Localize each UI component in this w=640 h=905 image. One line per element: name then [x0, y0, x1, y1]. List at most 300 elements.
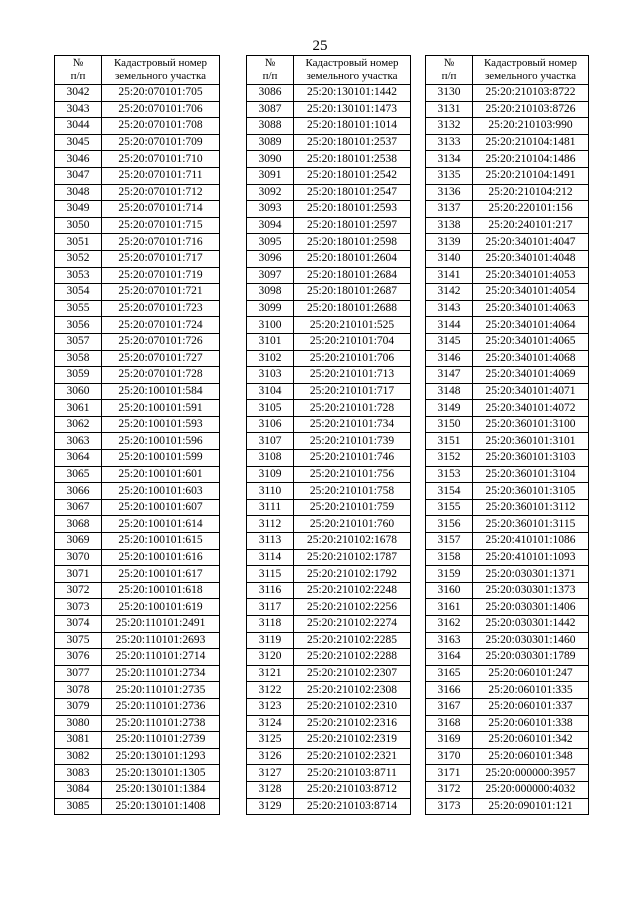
cadastral-number: 25:20:210104:1486 — [473, 151, 589, 168]
row-number: 3088 — [247, 118, 294, 135]
cadastral-number: 25:20:070101:711 — [102, 167, 220, 184]
table-row — [55, 101, 220, 118]
cadastral-number: 25:20:070101:717 — [102, 250, 220, 267]
table-row — [426, 616, 589, 633]
cadastral-number: 25:20:070101:715 — [102, 217, 220, 234]
header-row — [247, 56, 411, 85]
table-row — [55, 566, 220, 583]
header-row — [55, 56, 220, 85]
table-row — [55, 383, 220, 400]
row-number: 3080 — [55, 715, 102, 732]
header-number: № п/п — [247, 56, 294, 85]
cadastral-number: 25:20:100101:601 — [102, 466, 220, 483]
row-number: 3077 — [55, 665, 102, 682]
row-number: 3166 — [426, 682, 473, 699]
table-row — [247, 267, 411, 284]
cadastral-number: 25:20:210103:990 — [473, 118, 589, 135]
table-row — [247, 516, 411, 533]
table-row — [247, 201, 411, 218]
row-number: 3111 — [247, 499, 294, 516]
cadastral-number: 25:20:210103:8712 — [294, 781, 411, 798]
row-number: 3162 — [426, 616, 473, 633]
table-row — [426, 284, 589, 301]
table-row — [426, 433, 589, 450]
row-number: 3140 — [426, 250, 473, 267]
cadastral-number: 25:20:060101:337 — [473, 698, 589, 715]
cadastral-number: 25:20:210102:2308 — [294, 682, 411, 699]
row-number: 3143 — [426, 300, 473, 317]
table-row — [55, 516, 220, 533]
header-cadastral-number: Кадастровый номер земельного участка — [294, 56, 411, 85]
cadastral-number: 25:20:210101:525 — [294, 317, 411, 334]
table-row — [55, 781, 220, 798]
table-row — [247, 483, 411, 500]
table-row — [55, 582, 220, 599]
row-number: 3110 — [247, 483, 294, 500]
cadastral-number: 25:20:180101:1014 — [294, 118, 411, 135]
table-row — [247, 665, 411, 682]
cadastral-number: 25:20:360101:3100 — [473, 416, 589, 433]
table-row — [247, 367, 411, 384]
table-row — [426, 201, 589, 218]
cadastral-number: 25:20:100101:619 — [102, 599, 220, 616]
row-number: 3094 — [247, 217, 294, 234]
cadastral-number: 25:20:180101:2687 — [294, 284, 411, 301]
row-number: 3071 — [55, 566, 102, 583]
cadastral-number: 25:20:110101:2736 — [102, 698, 220, 715]
row-number: 3054 — [55, 284, 102, 301]
cadastral-number: 25:20:070101:710 — [102, 151, 220, 168]
table-row — [426, 632, 589, 649]
cadastral-number: 25:20:030301:1373 — [473, 582, 589, 599]
cadastral-number: 25:20:210101:717 — [294, 383, 411, 400]
row-number: 3122 — [247, 682, 294, 699]
header-number: № п/п — [426, 56, 473, 85]
cadastral-number: 25:20:070101:705 — [102, 85, 220, 102]
cadastral-number: 25:20:210102:2321 — [294, 748, 411, 765]
cadastral-number: 25:20:340101:4065 — [473, 333, 589, 350]
row-number: 3123 — [247, 698, 294, 715]
row-number: 3165 — [426, 665, 473, 682]
row-number: 3075 — [55, 632, 102, 649]
cadastral-number: 25:20:100101:607 — [102, 499, 220, 516]
cadastral-number: 25:20:180101:2688 — [294, 300, 411, 317]
row-number: 3168 — [426, 715, 473, 732]
table-row — [426, 400, 589, 417]
cadastral-number: 25:20:070101:709 — [102, 134, 220, 151]
cadastral-number: 25:20:060101:247 — [473, 665, 589, 682]
cadastral-number: 25:20:070101:721 — [102, 284, 220, 301]
cadastral-number: 25:20:070101:712 — [102, 184, 220, 201]
table-row — [426, 516, 589, 533]
row-number: 3046 — [55, 151, 102, 168]
cadastral-number: 25:20:210103:8722 — [473, 85, 589, 102]
cadastral-number: 25:20:340101:4072 — [473, 400, 589, 417]
row-number: 3141 — [426, 267, 473, 284]
cadastral-number: 25:20:110101:2693 — [102, 632, 220, 649]
cadastral-number: 25:20:100101:593 — [102, 416, 220, 433]
table-row — [426, 134, 589, 151]
row-number: 3078 — [55, 682, 102, 699]
row-number: 3158 — [426, 549, 473, 566]
row-number: 3156 — [426, 516, 473, 533]
table-row — [426, 234, 589, 251]
header-cadastral-number: Кадастровый номер земельного участка — [473, 56, 589, 85]
cadastral-number: 25:20:070101:716 — [102, 234, 220, 251]
table-row — [426, 151, 589, 168]
row-number: 3114 — [247, 549, 294, 566]
row-number: 3170 — [426, 748, 473, 765]
cadastral-number: 25:20:100101:599 — [102, 450, 220, 467]
table-row — [55, 665, 220, 682]
row-number: 3045 — [55, 134, 102, 151]
cadastral-number: 25:20:210102:1787 — [294, 549, 411, 566]
table-row — [247, 101, 411, 118]
row-number: 3116 — [247, 582, 294, 599]
cadastral-number: 25:20:180101:2542 — [294, 167, 411, 184]
row-number: 3065 — [55, 466, 102, 483]
table-row — [55, 85, 220, 102]
cadastral-number: 25:20:030301:1406 — [473, 599, 589, 616]
table-row — [426, 217, 589, 234]
row-number: 3150 — [426, 416, 473, 433]
cadastral-number: 25:20:100101:618 — [102, 582, 220, 599]
cadastral-number: 25:20:360101:3105 — [473, 483, 589, 500]
cadastral-number: 25:20:210101:739 — [294, 433, 411, 450]
cadastral-number: 25:20:110101:2738 — [102, 715, 220, 732]
cadastral-number: 25:20:340101:4071 — [473, 383, 589, 400]
row-number: 3157 — [426, 533, 473, 550]
cadastral-number: 25:20:030301:1442 — [473, 616, 589, 633]
cadastral-number: 25:20:340101:4063 — [473, 300, 589, 317]
cadastral-number: 25:20:410101:1086 — [473, 533, 589, 550]
cadastral-number: 25:20:110101:2739 — [102, 732, 220, 749]
cadastral-number: 25:20:360101:3104 — [473, 466, 589, 483]
cadastral-number: 25:20:210101:758 — [294, 483, 411, 500]
table-row — [426, 267, 589, 284]
row-number: 3146 — [426, 350, 473, 367]
table-row — [247, 134, 411, 151]
table-row — [426, 732, 589, 749]
table-row — [247, 167, 411, 184]
row-number: 3138 — [426, 217, 473, 234]
row-number: 3096 — [247, 250, 294, 267]
table-row — [247, 499, 411, 516]
cadastral-number: 25:20:340101:4069 — [473, 367, 589, 384]
row-number: 3092 — [247, 184, 294, 201]
row-number: 3087 — [247, 101, 294, 118]
row-number: 3047 — [55, 167, 102, 184]
cadastral-number: 25:20:210101:756 — [294, 466, 411, 483]
row-number: 3124 — [247, 715, 294, 732]
table-row — [55, 433, 220, 450]
table-row — [426, 765, 589, 782]
table-row — [247, 416, 411, 433]
table-row — [55, 267, 220, 284]
header-row — [426, 56, 589, 85]
table-row — [247, 698, 411, 715]
table-row — [426, 715, 589, 732]
table-row — [247, 333, 411, 350]
table-row — [55, 284, 220, 301]
table-row — [55, 167, 220, 184]
table-row — [247, 582, 411, 599]
table-row — [426, 682, 589, 699]
table-row — [247, 466, 411, 483]
table-row — [426, 317, 589, 334]
row-number: 3144 — [426, 317, 473, 334]
table-row — [247, 632, 411, 649]
table-row — [247, 616, 411, 633]
cadastral-number: 25:20:340101:4054 — [473, 284, 589, 301]
cadastral-number: 25:20:070101:719 — [102, 267, 220, 284]
row-number: 3159 — [426, 566, 473, 583]
cadastral-number: 25:20:100101:596 — [102, 433, 220, 450]
table-row — [55, 599, 220, 616]
table-row — [55, 533, 220, 550]
row-number: 3127 — [247, 765, 294, 782]
row-number: 3131 — [426, 101, 473, 118]
row-number: 3072 — [55, 582, 102, 599]
row-number: 3103 — [247, 367, 294, 384]
table-row — [55, 616, 220, 633]
cadastral-number: 25:20:100101:614 — [102, 516, 220, 533]
row-number: 3053 — [55, 267, 102, 284]
row-number: 3062 — [55, 416, 102, 433]
table-row — [55, 682, 220, 699]
cadastral-number: 25:20:360101:3112 — [473, 499, 589, 516]
row-number: 3063 — [55, 433, 102, 450]
cadastral-number: 25:20:110101:2714 — [102, 649, 220, 666]
table-row — [55, 400, 220, 417]
cadastral-number: 25:20:100101:616 — [102, 549, 220, 566]
table-row — [55, 732, 220, 749]
cadastral-number: 25:20:070101:727 — [102, 350, 220, 367]
cadastral-number: 25:20:100101:584 — [102, 383, 220, 400]
cadastral-number: 25:20:210101:759 — [294, 499, 411, 516]
table-row — [55, 416, 220, 433]
table-row — [55, 748, 220, 765]
cadastral-number: 25:20:180101:2597 — [294, 217, 411, 234]
table-row — [55, 134, 220, 151]
row-number: 3167 — [426, 698, 473, 715]
row-number: 3117 — [247, 599, 294, 616]
row-number: 3074 — [55, 616, 102, 633]
cadastral-number: 25:20:210102:2256 — [294, 599, 411, 616]
row-number: 3169 — [426, 732, 473, 749]
table-row — [247, 317, 411, 334]
row-number: 3163 — [426, 632, 473, 649]
table-row — [55, 549, 220, 566]
cadastral-number: 25:20:210102:1678 — [294, 533, 411, 550]
cadastral-number: 25:20:060101:342 — [473, 732, 589, 749]
cadastral-number: 25:20:210102:1792 — [294, 566, 411, 583]
cadastral-number: 25:20:110101:2491 — [102, 616, 220, 633]
table-row — [426, 383, 589, 400]
table-row — [247, 85, 411, 102]
row-number: 3128 — [247, 781, 294, 798]
row-number: 3120 — [247, 649, 294, 666]
row-number: 3105 — [247, 400, 294, 417]
row-number: 3147 — [426, 367, 473, 384]
cadastral-number: 25:20:210102:2310 — [294, 698, 411, 715]
table-row — [55, 499, 220, 516]
row-number: 3058 — [55, 350, 102, 367]
cadastral-number: 25:20:210103:8711 — [294, 765, 411, 782]
table-row — [55, 649, 220, 666]
row-number: 3149 — [426, 400, 473, 417]
table-row — [426, 350, 589, 367]
cadastral-number: 25:20:180101:2593 — [294, 201, 411, 218]
table-row — [247, 781, 411, 798]
cadastral-number: 25:20:340101:4068 — [473, 350, 589, 367]
row-number: 3172 — [426, 781, 473, 798]
row-number: 3081 — [55, 732, 102, 749]
cadastral-number: 25:20:210101:746 — [294, 450, 411, 467]
table-row — [247, 732, 411, 749]
table-row — [426, 167, 589, 184]
table-row — [426, 781, 589, 798]
cadastral-number: 25:20:130101:1293 — [102, 748, 220, 765]
row-number: 3171 — [426, 765, 473, 782]
cadastral-number: 25:20:100101:617 — [102, 566, 220, 583]
row-number: 3115 — [247, 566, 294, 583]
row-number: 3051 — [55, 234, 102, 251]
cadastral-number: 25:20:180101:2598 — [294, 234, 411, 251]
row-number: 3073 — [55, 599, 102, 616]
cadastral-number: 25:20:220101:156 — [473, 201, 589, 218]
row-number: 3104 — [247, 383, 294, 400]
table-row — [247, 234, 411, 251]
table-row — [55, 184, 220, 201]
cadastral-number: 25:20:070101:724 — [102, 317, 220, 334]
cadastral-number: 25:20:210102:2285 — [294, 632, 411, 649]
table-row — [426, 450, 589, 467]
table-row — [426, 367, 589, 384]
row-number: 3108 — [247, 450, 294, 467]
cadastral-number: 25:20:360101:3115 — [473, 516, 589, 533]
table-row — [426, 118, 589, 135]
row-number: 3084 — [55, 781, 102, 798]
cadastral-number: 25:20:340101:4048 — [473, 250, 589, 267]
table-row — [247, 715, 411, 732]
row-number: 3076 — [55, 649, 102, 666]
cadastral-table-1 — [54, 55, 220, 815]
cadastral-number: 25:20:060101:348 — [473, 748, 589, 765]
row-number: 3060 — [55, 383, 102, 400]
cadastral-number: 25:20:070101:726 — [102, 333, 220, 350]
cadastral-number: 25:20:130101:1305 — [102, 765, 220, 782]
table-row — [247, 383, 411, 400]
cadastral-table-3 — [425, 55, 589, 815]
cadastral-number: 25:20:060101:338 — [473, 715, 589, 732]
row-number: 3059 — [55, 367, 102, 384]
row-number: 3126 — [247, 748, 294, 765]
table-row — [426, 416, 589, 433]
row-number: 3129 — [247, 798, 294, 815]
cadastral-number: 25:20:340101:4064 — [473, 317, 589, 334]
cadastral-number: 25:20:070101:708 — [102, 118, 220, 135]
row-number: 3070 — [55, 549, 102, 566]
cadastral-number: 25:20:210102:2307 — [294, 665, 411, 682]
table-row — [247, 450, 411, 467]
table-row — [426, 483, 589, 500]
row-number: 3079 — [55, 698, 102, 715]
row-number: 3134 — [426, 151, 473, 168]
table-row — [247, 748, 411, 765]
table-row — [426, 549, 589, 566]
row-number: 3066 — [55, 483, 102, 500]
row-number: 3137 — [426, 201, 473, 218]
row-number: 3068 — [55, 516, 102, 533]
row-number: 3139 — [426, 234, 473, 251]
table-row — [55, 715, 220, 732]
cadastral-number: 25:20:100101:615 — [102, 533, 220, 550]
row-number: 3118 — [247, 616, 294, 633]
cadastral-number: 25:20:130101:1473 — [294, 101, 411, 118]
table-row — [247, 433, 411, 450]
row-number: 3173 — [426, 798, 473, 815]
cadastral-number: 25:20:070101:723 — [102, 300, 220, 317]
row-number: 3085 — [55, 798, 102, 815]
cadastral-number: 25:20:090101:121 — [473, 798, 589, 815]
row-number: 3113 — [247, 533, 294, 550]
row-number: 3055 — [55, 300, 102, 317]
row-number: 3089 — [247, 134, 294, 151]
table-row — [55, 300, 220, 317]
cadastral-number: 25:20:000000:4032 — [473, 781, 589, 798]
row-number: 3132 — [426, 118, 473, 135]
cadastral-number: 25:20:070101:728 — [102, 367, 220, 384]
cadastral-number: 25:20:210101:704 — [294, 333, 411, 350]
cadastral-number: 25:20:210103:8714 — [294, 798, 411, 815]
cadastral-number: 25:20:210102:2316 — [294, 715, 411, 732]
table-row — [426, 665, 589, 682]
table-row — [426, 499, 589, 516]
row-number: 3095 — [247, 234, 294, 251]
table-row — [247, 217, 411, 234]
cadastral-number: 25:20:180101:2547 — [294, 184, 411, 201]
row-number: 3148 — [426, 383, 473, 400]
row-number: 3064 — [55, 450, 102, 467]
row-number: 3154 — [426, 483, 473, 500]
cadastral-number: 25:20:210104:1481 — [473, 134, 589, 151]
table-row — [247, 118, 411, 135]
row-number: 3056 — [55, 317, 102, 334]
row-number: 3052 — [55, 250, 102, 267]
cadastral-number: 25:20:030301:1371 — [473, 566, 589, 583]
row-number: 3043 — [55, 101, 102, 118]
table-row — [247, 400, 411, 417]
cadastral-number: 25:20:130101:1442 — [294, 85, 411, 102]
row-number: 3109 — [247, 466, 294, 483]
row-number: 3130 — [426, 85, 473, 102]
row-number: 3061 — [55, 400, 102, 417]
row-number: 3160 — [426, 582, 473, 599]
row-number: 3151 — [426, 433, 473, 450]
row-number: 3142 — [426, 284, 473, 301]
row-number: 3112 — [247, 516, 294, 533]
table-row — [426, 599, 589, 616]
cadastral-number: 25:20:340101:4053 — [473, 267, 589, 284]
table-row — [55, 798, 220, 815]
table-row — [55, 217, 220, 234]
row-number: 3099 — [247, 300, 294, 317]
row-number: 3155 — [426, 499, 473, 516]
table-row — [247, 599, 411, 616]
row-number: 3067 — [55, 499, 102, 516]
table-row — [247, 549, 411, 566]
